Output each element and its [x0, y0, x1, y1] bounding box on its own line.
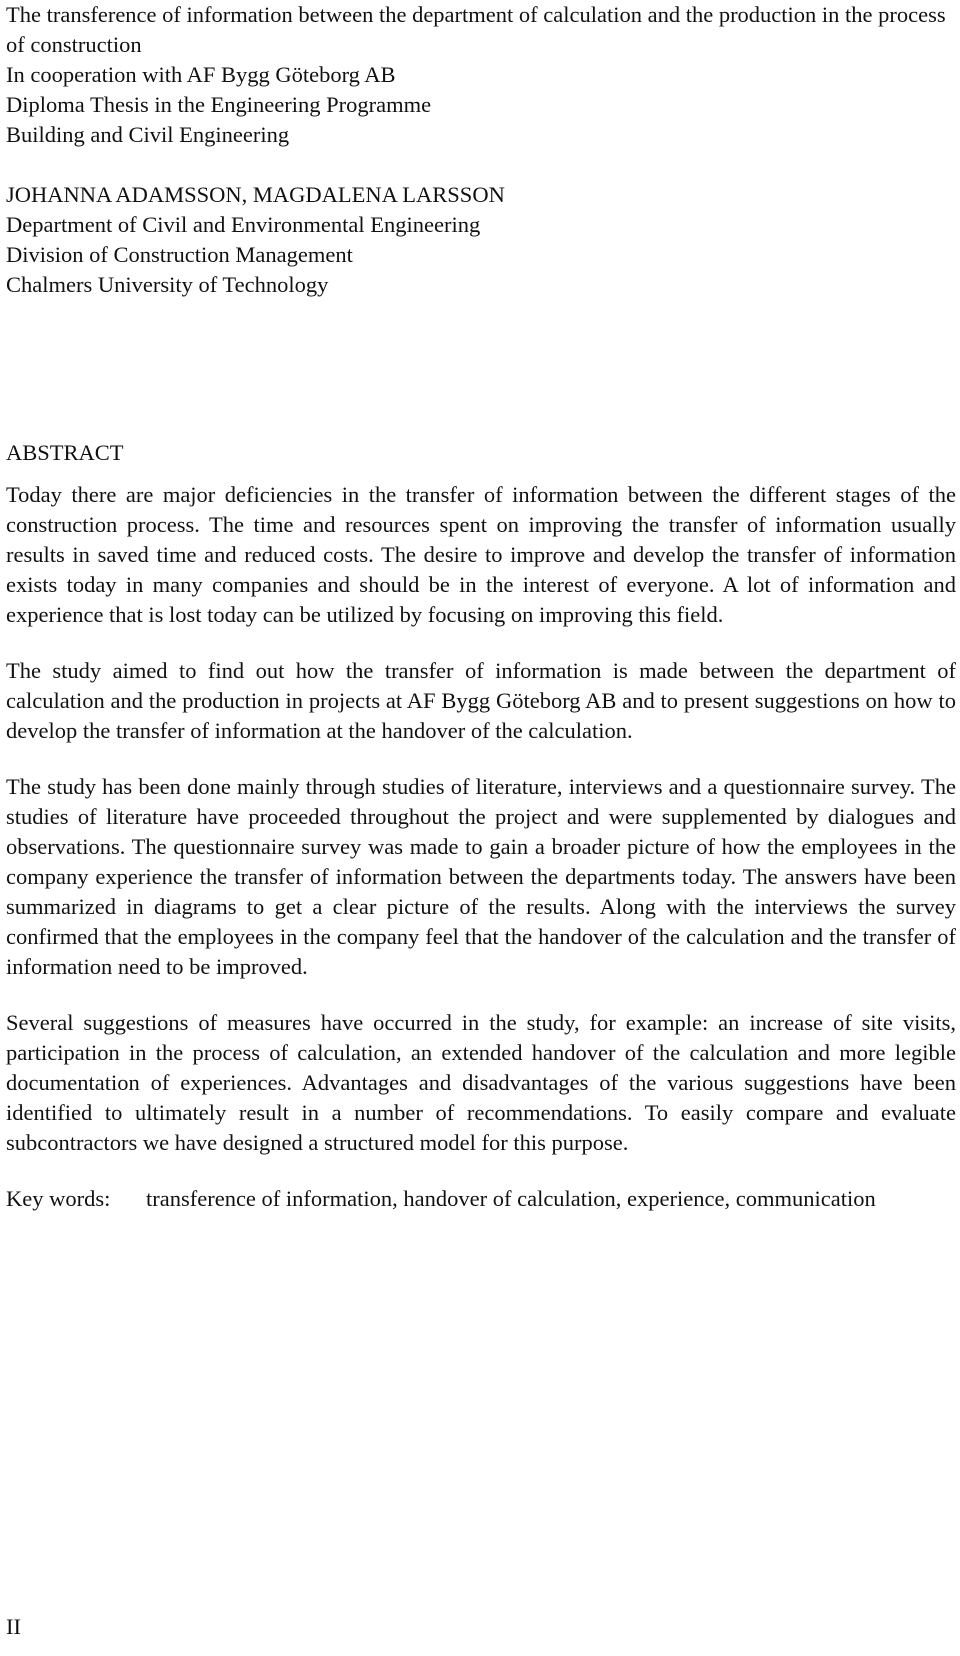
page-number: II [6, 1614, 21, 1639]
division-line: Division of Construction Management [6, 242, 353, 267]
abstract-paragraph-2: The study aimed to find out how the transfer of information is made between the department of calculation and the production in projects at AF Bygg Göteborg AB and to present suggestions on how to develop the transfer of information at the handover of the calculation. [6, 658, 956, 743]
author-names: JOHANNA ADAMSSON, MAGDALENA LARSSON [6, 182, 505, 207]
university-line: Chalmers University of Technology [6, 272, 329, 297]
subject-line: Building and Civil Engineering [6, 122, 290, 147]
abstract-heading: ABSTRACT [6, 440, 124, 465]
department-line: Department of Civil and Environmental Engineering [6, 212, 481, 237]
programme-line: Diploma Thesis in the Engineering Programme [6, 92, 432, 117]
keywords-label: Key words: [6, 1186, 111, 1211]
page-content [6, 0, 956, 1214]
abstract-paragraph-4: Several suggestions of measures have occurred in the study, for example: an increase of site visits, participation in the process of calculation, an extended handover of the calculation and more legible documentation of experiences. Advantages and disadvantages of the various suggestions have been identified to ultimately result in a number of recommendations. To easily compare and evaluate subcontractors we have designed a structured model for this purpose. [6, 1010, 956, 1155]
keywords-text: transference of information, handover of calculation, experience, communication [146, 1186, 876, 1211]
abstract-paragraph-3: The study has been done mainly through studies of literature, interviews and a questionnaire survey. The studies of literature have proceeded throughout the project and were supplemented by dialogues and observations. The questionnaire survey was made to gain a broader picture of how the employees in the company experience the transfer of information between the departments today. The answers have been summarized in diagrams to get a clear picture of the results. Along with the interviews the survey confirmed that the employees in the company feel that the handover of the calculation and the transfer of information need to be improved. [6, 774, 956, 979]
authors-block [6, 180, 956, 300]
cooperation-line: In cooperation with AF Bygg Göteborg AB [6, 62, 396, 87]
thesis-title: The transference of information between the department of calculation and the production in the process of construction [6, 2, 946, 57]
abstract-paragraph-1: Today there are major deficiencies in the transfer of information between the different stages of the construction process. The time and resources spent on improving the transfer of information usually results in saved time and reduced costs. The desire to improve and develop the transfer of information exists today in many companies and should be in the interest of everyone. A lot of information and experience that is lost today can be utilized by focusing on improving this field. [6, 482, 956, 627]
keywords-row [6, 1184, 956, 1214]
title-block [6, 0, 956, 150]
